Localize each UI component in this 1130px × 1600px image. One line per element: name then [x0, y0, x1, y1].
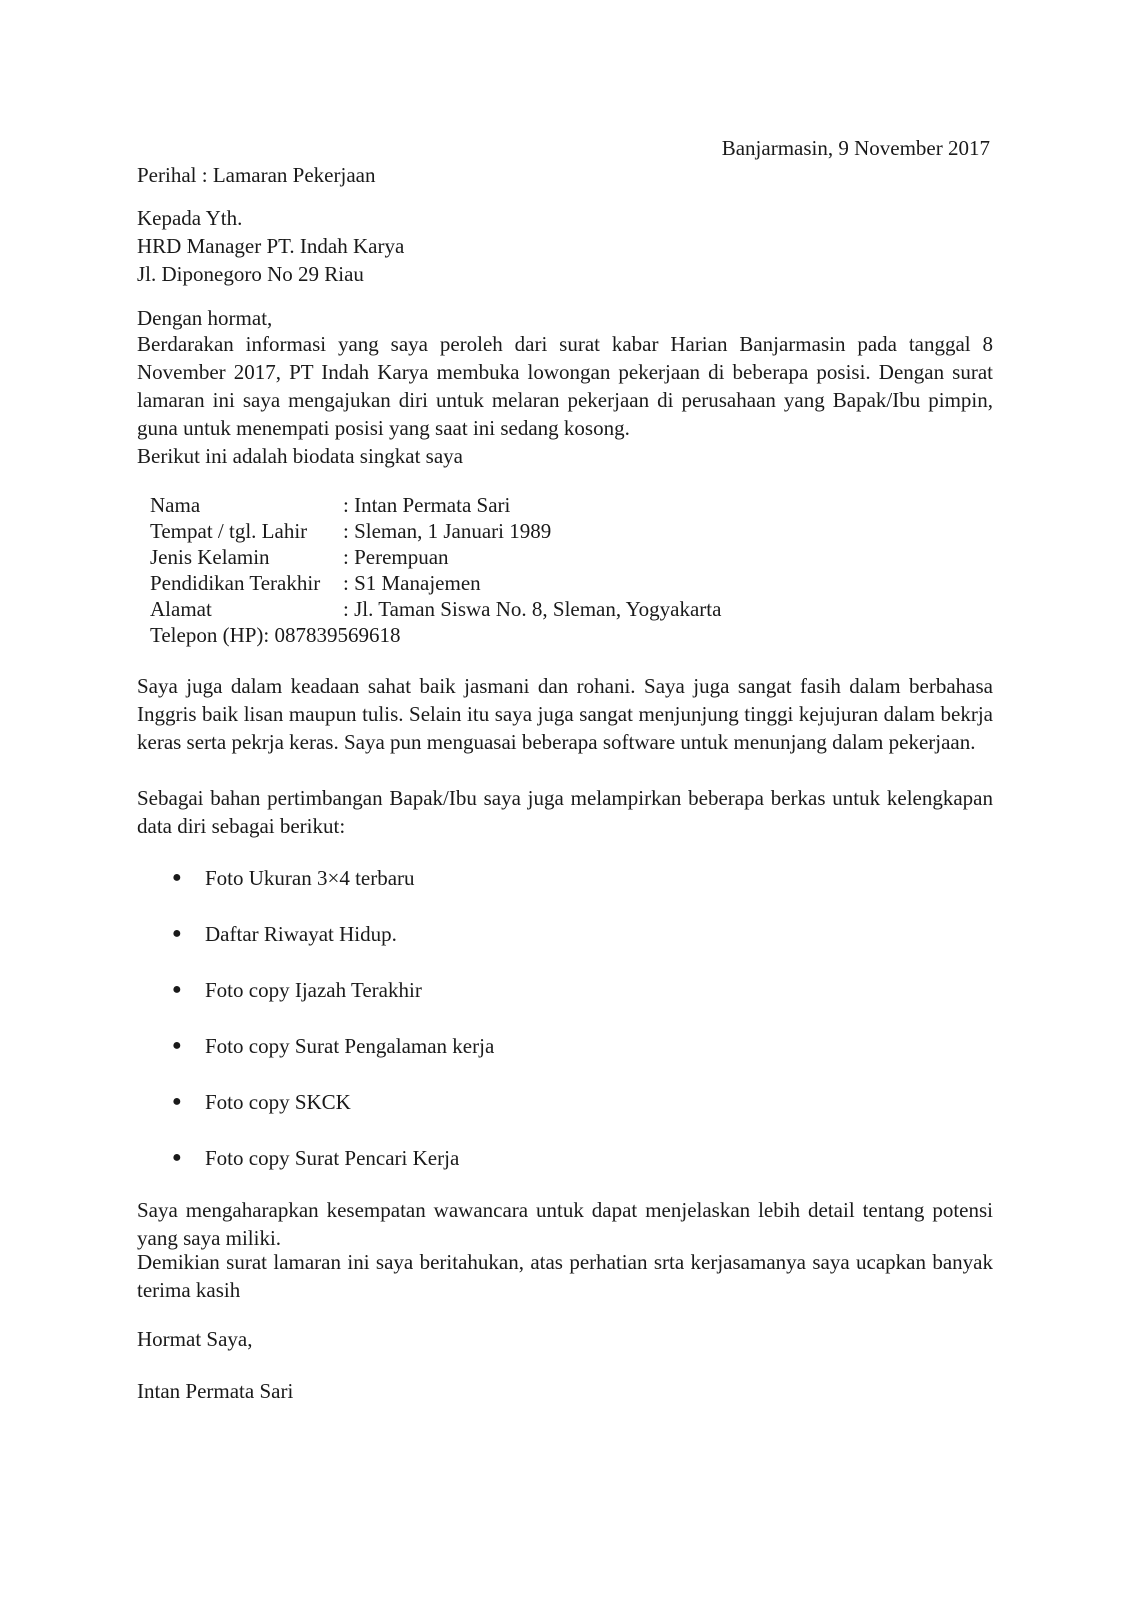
bullet-icon: ● — [172, 1093, 182, 1110]
skills-paragraph: Saya juga dalam keadaan sahat baik jasmani dan rohani. Saya juga sangat fasih dalam berbahasa Inggris baik lisan maupun tulis. Selain itu saya juga sangat menjunjung tinggi kejujuran dalam bekrja keras serta pekrja keras. Saya pun menguasai beberapa software untuk menunjang dalam pekerjaan. — [137, 674, 993, 754]
bullet-icon: ● — [172, 869, 182, 886]
signature-name: Intan Permata Sari — [137, 1379, 294, 1403]
regards: Hormat Saya, — [137, 1327, 253, 1351]
bullet-icon: ● — [172, 925, 182, 942]
biodata-label: Alamat — [150, 597, 212, 621]
biodata-label: Pendidikan Terakhir — [150, 571, 321, 595]
biodata-value: : S1 Manajemen — [343, 571, 481, 595]
salutation: Dengan hormat, — [137, 306, 273, 330]
attachment-label: Foto copy Ijazah Terakhir — [205, 978, 422, 1002]
biodata-value: : Intan Permata Sari — [343, 493, 511, 517]
biodata-label: Nama — [150, 493, 201, 517]
bullet-icon: ● — [172, 1037, 182, 1054]
attachment-label: Foto Ukuran 3×4 terbaru — [205, 866, 415, 890]
biodata-intro: Berikut ini adalah biodata singkat saya — [137, 444, 463, 468]
biodata-value: : Jl. Taman Siswa No. 8, Sleman, Yogyakarta — [343, 597, 722, 621]
biodata-label: Telepon (HP): 087839569618 — [150, 623, 401, 647]
biodata-label: Jenis Kelamin — [150, 545, 270, 569]
biodata-label: Tempat / tgl. Lahir — [150, 519, 308, 543]
attachment-label: Foto copy SKCK — [205, 1090, 351, 1114]
attachment-label: Foto copy Surat Pengalaman kerja — [205, 1034, 495, 1058]
intro-paragraph: Berdarakan informasi yang saya peroleh dari surat kabar Harian Banjarmasin pada tanggal 8 November 2017, PT Indah Karya membuka lowongan pekerjaan di beberapa posisi. Dengan surat lamaran ini saya mengajukan diri untuk melaran pekerjaan di perusahaan yang Bapak/Ibu pimpin, guna untuk menempati posisi yang saat ini sedang kosong. — [137, 332, 993, 440]
letter-date: Banjarmasin, 9 November 2017 — [721, 136, 990, 160]
recipient-line: HRD Manager PT. Indah Karya — [137, 234, 405, 258]
biodata-value: : Sleman, 1 Januari 1989 — [343, 519, 552, 543]
letter-subject: Perihal : Lamaran Pekerjaan — [137, 163, 376, 187]
bullet-icon: ● — [172, 981, 182, 998]
recipient-line: Jl. Diponegoro No 29 Riau — [137, 262, 364, 286]
attachment-label: Daftar Riwayat Hidup. — [205, 922, 397, 946]
attachment-label: Foto copy Surat Pencari Kerja — [205, 1146, 460, 1170]
biodata-value: : Perempuan — [343, 545, 449, 569]
attachments-intro: Sebagai bahan pertimbangan Bapak/Ibu saya juga melampirkan beberapa berkas untuk kelengkapan data diri sebagai berikut: — [137, 786, 993, 838]
interview-paragraph: Saya mengaharapkan kesempatan wawancara untuk dapat menjelaskan lebih detail tentang potensi yang saya miliki. — [137, 1198, 993, 1250]
bullet-icon: ● — [172, 1149, 182, 1166]
recipient-line: Kepada Yth. — [137, 206, 243, 230]
closing-paragraph: Demikian surat lamaran ini saya beritahukan, atas perhatian srta kerjasamanya saya ucapkan banyak terima kasih — [137, 1250, 993, 1302]
